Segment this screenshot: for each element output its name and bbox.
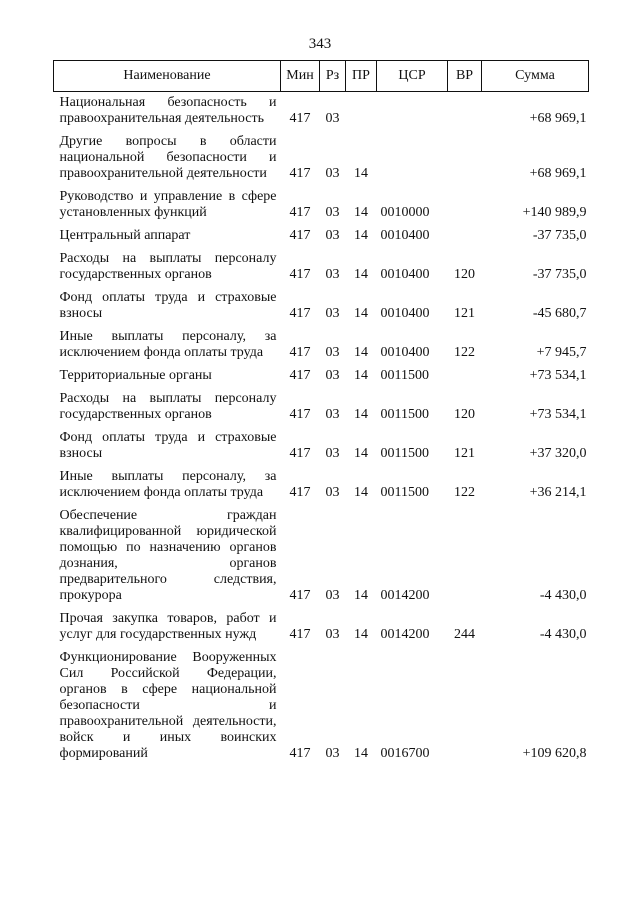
row-name-cell: Иные выплаты персоналу, за исключением фонда оплаты труда xyxy=(59,329,277,360)
row-csr-cell xyxy=(377,92,448,132)
row-pr-cell: 14 xyxy=(354,588,368,603)
row-rz-cell: 03 xyxy=(325,345,340,360)
header-csr: ЦСР xyxy=(377,61,448,92)
row-min-cell: 417 xyxy=(289,627,311,642)
row-csr-cell: 0011500 xyxy=(380,368,429,383)
row-sum-cell: +73 534,1 xyxy=(529,407,587,422)
row-min-cell: 417 xyxy=(289,345,311,360)
row-pr-cell: 14 xyxy=(354,166,368,181)
table-row xyxy=(54,365,589,388)
row-vr-cell: 244 xyxy=(454,627,475,642)
row-sum-cell: +7 945,7 xyxy=(536,345,587,360)
row-name-cell: Национальная безопасность и правоохранительная деятельность xyxy=(59,95,277,126)
table-row xyxy=(54,92,589,132)
row-min-cell: 417 xyxy=(289,306,311,321)
row-pr-cell: 14 xyxy=(354,228,368,243)
row-csr-cell: 0011500 xyxy=(380,485,429,500)
row-vr-cell xyxy=(448,131,482,186)
row-pr-cell: 14 xyxy=(354,205,368,220)
row-sum-cell: +37 320,0 xyxy=(529,446,587,461)
page-number: 343 xyxy=(308,36,332,52)
row-rz-cell: 03 xyxy=(325,746,340,761)
row-sum-cell: +68 969,1 xyxy=(529,166,587,181)
row-rz-cell: 03 xyxy=(325,228,340,243)
row-name-cell: Фонд оплаты труда и страховые взносы xyxy=(59,290,277,321)
row-pr-cell: 14 xyxy=(354,345,368,360)
row-name-cell: Фонд оплаты труда и страховые взносы xyxy=(59,430,277,461)
row-name-cell: Другие вопросы в области национальной безопасности и правоохранительной деятельности xyxy=(59,134,277,181)
row-pr-cell: 14 xyxy=(354,627,368,642)
row-vr-cell: 122 xyxy=(454,345,475,360)
row-name-cell: Функционирование Вооруженных Сил Российской Федерации, органов в сфере национальной безопасности и правоохранительной деятельности, войск и иных воинских формирований xyxy=(59,650,277,761)
row-rz-cell: 03 xyxy=(325,267,340,282)
header-pr: ПР xyxy=(346,61,377,92)
row-sum-cell: +73 534,1 xyxy=(529,368,587,383)
row-vr-cell xyxy=(448,647,482,766)
row-name-cell: Расходы на выплаты персоналу государственных органов xyxy=(59,391,277,422)
table-row xyxy=(54,287,589,326)
row-min-cell: 417 xyxy=(289,485,311,500)
row-csr-cell: 0011500 xyxy=(380,407,429,422)
table-row xyxy=(54,225,589,248)
row-pr-cell: 14 xyxy=(354,446,368,461)
row-min-cell: 417 xyxy=(289,267,311,282)
row-rz-cell: 03 xyxy=(325,627,340,642)
row-vr-cell: 120 xyxy=(454,407,475,422)
row-min-cell: 417 xyxy=(289,588,311,603)
row-min-cell: 417 xyxy=(289,205,311,220)
row-pr-cell: 14 xyxy=(354,485,368,500)
row-rz-cell: 03 xyxy=(325,368,340,383)
table-row xyxy=(54,505,589,608)
table-row xyxy=(54,427,589,466)
row-csr-cell xyxy=(377,131,448,186)
row-vr-cell xyxy=(448,186,482,225)
row-rz-cell: 03 xyxy=(325,446,340,461)
row-name-cell: Расходы на выплаты персоналу государственных органов xyxy=(59,251,277,282)
table-header-row xyxy=(54,61,589,92)
row-vr-cell xyxy=(448,505,482,608)
row-sum-cell: +140 989,9 xyxy=(522,205,587,220)
row-pr-cell: 14 xyxy=(354,746,368,761)
row-vr-cell xyxy=(448,225,482,248)
row-csr-cell: 0014200 xyxy=(380,627,430,642)
row-csr-cell: 0010400 xyxy=(380,267,430,282)
header-sum: Сумма xyxy=(482,61,589,92)
row-pr-cell: 14 xyxy=(354,267,368,282)
row-csr-cell: 0014200 xyxy=(380,588,430,603)
row-sum-cell: -37 735,0 xyxy=(532,267,587,282)
header-name: Наименование xyxy=(54,61,281,92)
row-name-cell: Иные выплаты персоналу, за исключением фонда оплаты труда xyxy=(59,469,277,500)
row-csr-cell: 0010400 xyxy=(380,306,430,321)
row-vr-cell xyxy=(448,365,482,388)
row-min-cell: 417 xyxy=(289,228,311,243)
table-row xyxy=(54,131,589,186)
row-pr-cell xyxy=(346,92,377,132)
row-min-cell: 417 xyxy=(289,166,311,181)
row-min-cell: 417 xyxy=(289,111,311,126)
header-vr: ВР xyxy=(448,61,482,92)
row-sum-cell: +109 620,8 xyxy=(522,746,587,761)
row-vr-cell: 121 xyxy=(454,306,475,321)
row-pr-cell: 14 xyxy=(354,306,368,321)
row-min-cell: 417 xyxy=(289,746,311,761)
row-sum-cell: -4 430,0 xyxy=(539,627,587,642)
row-rz-cell: 03 xyxy=(325,111,340,126)
row-csr-cell: 0016700 xyxy=(380,746,430,761)
row-name-cell: Руководство и управление в сфере установленных функций xyxy=(59,189,277,220)
table-row xyxy=(54,326,589,365)
budget-table xyxy=(53,60,589,766)
row-rz-cell: 03 xyxy=(325,485,340,500)
row-name-cell: Центральный аппарат xyxy=(59,228,191,243)
header-rz: Рз xyxy=(320,61,346,92)
row-min-cell: 417 xyxy=(289,407,311,422)
row-sum-cell: +68 969,1 xyxy=(529,111,587,126)
table-row xyxy=(54,248,589,287)
row-rz-cell: 03 xyxy=(325,205,340,220)
row-sum-cell: -45 680,7 xyxy=(532,306,587,321)
row-sum-cell: -4 430,0 xyxy=(539,588,587,603)
row-csr-cell: 0010000 xyxy=(380,205,430,220)
row-vr-cell: 122 xyxy=(454,485,475,500)
table-row xyxy=(54,647,589,766)
row-rz-cell: 03 xyxy=(325,166,340,181)
row-sum-cell: -37 735,0 xyxy=(532,228,587,243)
row-csr-cell: 0011500 xyxy=(380,446,429,461)
row-rz-cell: 03 xyxy=(325,407,340,422)
row-name-cell: Обеспечение граждан квалифицированной юридической помощью по назначению органов дознания, органов предварительного следствия, прокурора xyxy=(59,508,277,603)
row-csr-cell: 0010400 xyxy=(380,228,430,243)
table-row xyxy=(54,388,589,427)
row-name-cell: Территориальные органы xyxy=(59,368,212,383)
row-vr-cell: 120 xyxy=(454,267,475,282)
row-min-cell: 417 xyxy=(289,368,311,383)
row-pr-cell: 14 xyxy=(354,368,368,383)
row-sum-cell: +36 214,1 xyxy=(529,485,587,500)
row-csr-cell: 0010400 xyxy=(380,345,430,360)
table-row xyxy=(54,186,589,225)
table-row xyxy=(54,608,589,647)
row-name-cell: Прочая закупка товаров, работ и услуг для государственных нужд xyxy=(59,611,277,642)
header-min: Мин xyxy=(281,61,320,92)
table-row xyxy=(54,466,589,505)
row-vr-cell xyxy=(448,92,482,132)
row-vr-cell: 121 xyxy=(454,446,475,461)
row-min-cell: 417 xyxy=(289,446,311,461)
row-pr-cell: 14 xyxy=(354,407,368,422)
row-rz-cell: 03 xyxy=(325,306,340,321)
row-rz-cell: 03 xyxy=(325,588,340,603)
